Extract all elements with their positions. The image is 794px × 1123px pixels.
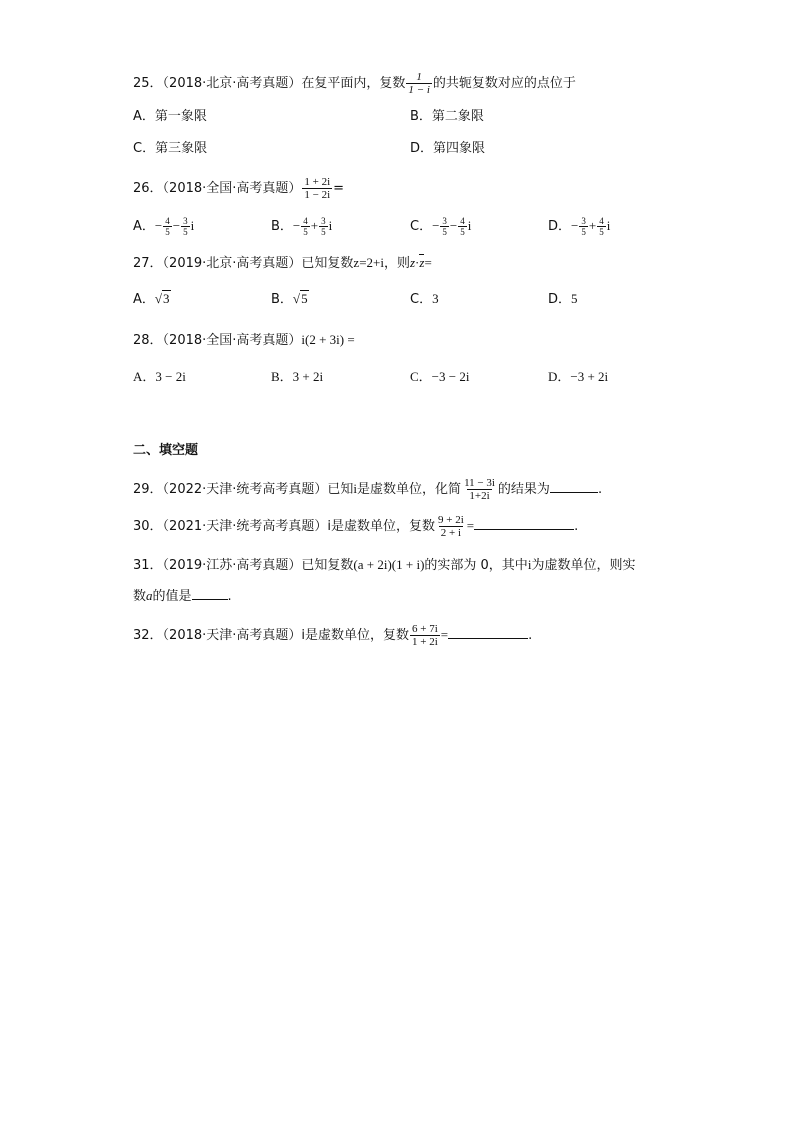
option-d[interactable]: D．5: [548, 291, 578, 307]
question-text: 在复平面内，复数: [301, 76, 406, 91]
question-source: （2018·全国·高考真题）: [162, 181, 302, 196]
question-26: 26．（2018·全国·高考真题） $\frac{1 + 2i}{1 - 2i}$ =: [133, 176, 345, 201]
question-25: [133, 71, 576, 96]
option-a[interactable]: A．− $\frac{4}{5}$ − $\frac{3}{5}$ i: [133, 216, 195, 237]
option-c[interactable]: C．第三象限: [133, 141, 208, 156]
question-source: （2019·江苏·高考真题）: [162, 558, 302, 573]
option-b[interactable]: B．3 + 2i: [271, 369, 324, 384]
answer-blank[interactable]: [192, 586, 228, 600]
answer-blank[interactable]: [448, 625, 528, 639]
question-number: 28．: [133, 333, 163, 348]
question-number: 30．: [133, 519, 163, 534]
question-number: 25．: [133, 76, 163, 91]
question-source: （2022·天津·统考高考真题）: [162, 482, 328, 497]
fraction: $\frac{11 - 3i}{1+2i}$: [464, 477, 495, 502]
question-number: 29．: [133, 482, 163, 497]
option-b[interactable]: B．第二象限: [410, 109, 484, 124]
fraction: $\frac{1}{1 - i}$: [408, 71, 430, 96]
question-number: 32．: [133, 628, 163, 643]
question-source: （2019·北京·高考真题）: [162, 256, 302, 271]
question-31: 31．（2019·江苏·高考真题）已知复数(a + 2i)(1 + i)的实部为 0，其中i为虚数单位，则实: [133, 557, 636, 573]
question-32: 32．（2018·天津·高考真题）i是虚数单位，复数 $\frac{6 + 7i}{1 + 2i}$ = .: [133, 623, 533, 648]
option-a[interactable]: A．第一象限: [133, 109, 207, 124]
option-b[interactable]: B．− $\frac{4}{5}$ + $\frac{3}{5}$ i: [271, 216, 333, 237]
question-number: 31．: [133, 558, 163, 573]
section-title: 二、填空题: [133, 443, 199, 458]
fraction: $\frac{6 + 7i}{1 + 2i}$: [412, 623, 438, 648]
fraction: $\frac{1 + 2i}{1 - 2i}$: [304, 176, 331, 201]
question-28: 28．（2018·全国·高考真题）i(2 + 3i) =: [133, 332, 355, 348]
question-source: （2021·天津·统考高考真题）: [162, 519, 328, 534]
option-b[interactable]: B．√5: [271, 291, 308, 307]
option-a[interactable]: A．3 − 2i: [133, 369, 186, 384]
question-source: （2018·天津·高考真题）: [162, 628, 302, 643]
fraction: $\frac{9 + 2i}{2 + i}$: [438, 514, 464, 539]
question-27: 27．（2019·北京·高考真题）已知复数z=2+i，则z·z=: [133, 255, 432, 271]
answer-blank[interactable]: [550, 479, 598, 493]
option-d[interactable]: D．第四象限: [410, 141, 486, 156]
option-c[interactable]: C．−3 − 2i: [410, 369, 470, 384]
question-29: 29．（2022·天津·统考高考真题）已知i是虚数单位，化简 $\frac{11 - 3i}{1+2i}$ 的结果为 .: [133, 477, 603, 502]
option-d[interactable]: D．−3 + 2i: [548, 369, 609, 384]
question-number: 27．: [133, 256, 163, 271]
question-30: 30．（2021·天津·统考高考真题）i是虚数单位，复数 $\frac{9 + 2i}{2 + i}$ = .: [133, 514, 579, 539]
question-31-cont: 数a的值是 .: [133, 588, 232, 604]
option-c[interactable]: C．− $\frac{3}{5}$ − $\frac{4}{5}$ i: [410, 216, 472, 237]
question-number: 26．: [133, 181, 163, 196]
question-text: 的共轭复数对应的点位于: [432, 76, 576, 91]
option-d[interactable]: D．− $\frac{3}{5}$ + $\frac{4}{5}$ i: [548, 216, 611, 237]
option-c[interactable]: C．3: [410, 291, 439, 307]
question-source: （2018·北京·高考真题）: [162, 76, 302, 91]
option-a[interactable]: A．√3: [133, 291, 170, 307]
answer-blank[interactable]: [474, 516, 574, 530]
question-source: （2018·全国·高考真题）: [162, 333, 302, 348]
